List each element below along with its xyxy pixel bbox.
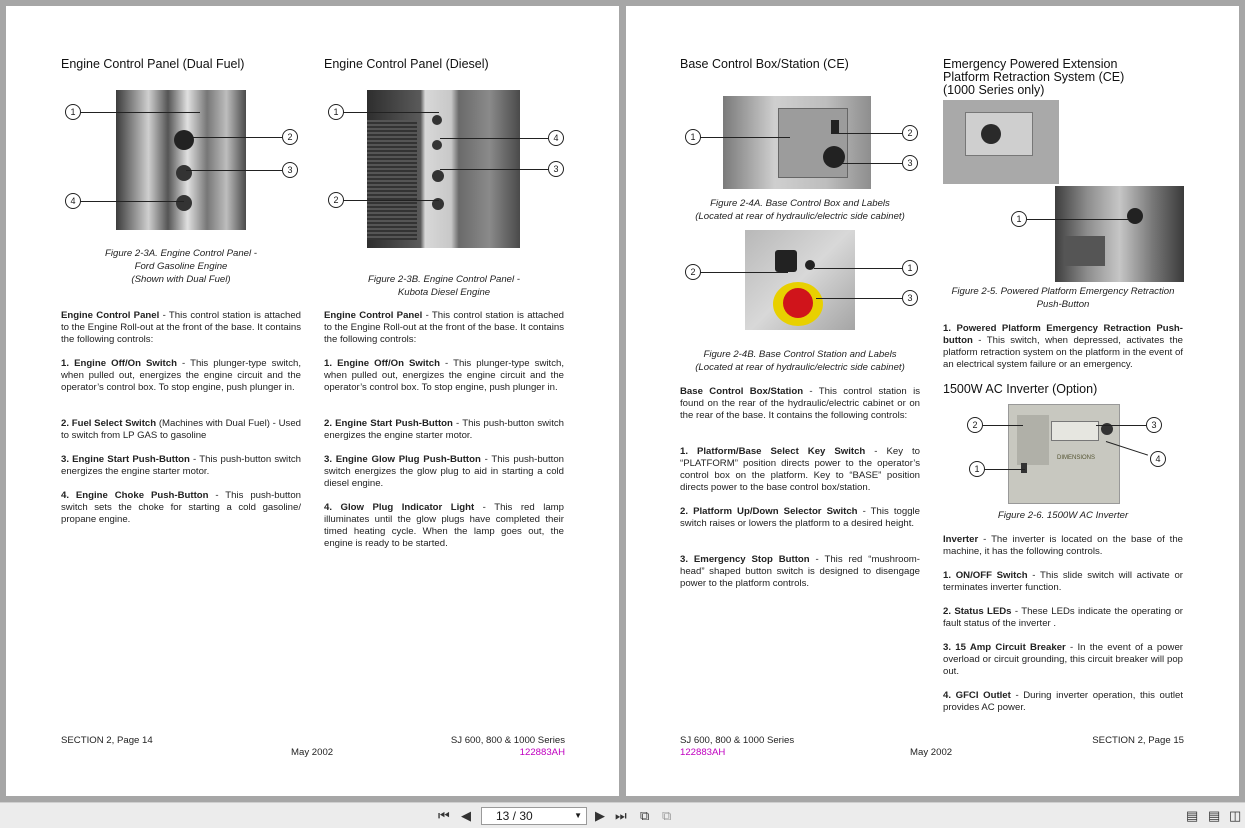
list-item: 1. Engine Off/On Switch - This plunger-type switch, when pulled out, energizes the engine circuit and the operator’s control box. To stop engine, push plunger in. bbox=[324, 358, 564, 393]
viewer-toolbar bbox=[0, 802, 1245, 828]
callout-4: 4 bbox=[65, 193, 81, 209]
copy-page-icon[interactable]: ⧉ bbox=[640, 808, 650, 823]
inverter-photo bbox=[1008, 404, 1120, 504]
callout-3: 3 bbox=[548, 161, 564, 177]
footer-doc-code: 122883AH bbox=[680, 747, 726, 758]
figure-caption-2-6: Figure 2-6. 1500W AC Inverter bbox=[997, 510, 1129, 521]
heading-emergency-retraction: Emergency Powered Extension Platform Retraction System (CE) (1000 Series only) bbox=[943, 57, 1125, 97]
retraction-button-closeup-photo bbox=[943, 100, 1059, 184]
list-item: 4. GFCI Outlet - During inverter operation, this outlet provides AC power. bbox=[943, 690, 1183, 713]
right-page bbox=[626, 6, 1239, 796]
inverter-paragraph: Inverter - The inverter is located on the base of the machine, it has the following controls. bbox=[943, 534, 1183, 557]
callout-2: 2 bbox=[328, 192, 344, 208]
heading-inverter: 1500W AC Inverter (Option) bbox=[943, 382, 1098, 396]
list-item: 3. Engine Glow Plug Push-Button - This push-button switch energizes the glow plug to aid in starting a cold diesel engine. bbox=[324, 454, 564, 489]
callout-3: 3 bbox=[282, 162, 298, 178]
retraction-system-photo bbox=[1055, 186, 1184, 282]
list-item: 2. Status LEDs - These LEDs indicate the operating or fault status of the inverter . bbox=[943, 606, 1183, 629]
callout-3: 3 bbox=[902, 290, 918, 306]
first-page-icon[interactable]: ⏮ bbox=[438, 808, 450, 823]
footer-date: May 2002 bbox=[291, 747, 334, 758]
list-item: 4. Glow Plug Indicator Light - This red lamp illuminates until the glow plugs have completed their timed heating cycle. When the lamp goes out, the engine is ready to be started. bbox=[324, 502, 564, 549]
base-control-box-photo bbox=[723, 96, 871, 189]
list-item: 3. 15 Amp Circuit Breaker - In the event of a power overload or circuit grounding, this circuit breaker will pop out. bbox=[943, 642, 1183, 677]
list-item: 2. Engine Start Push-Button - This push-button switch energizes the engine starter motor. bbox=[324, 418, 564, 441]
last-page-icon[interactable]: ⏭ bbox=[615, 808, 627, 823]
figure-caption-2-3a: Figure 2-3A. Engine Control Panel - Ford Gasoline Engine (Shown with Dual Fuel) bbox=[105, 248, 257, 285]
engine-control-panel-paragraph: Engine Control Panel - This control station is attached to the Engine Roll-out at the front of the base. It contains the following controls: bbox=[324, 310, 564, 345]
heading-engine-control-diesel: Engine Control Panel (Diesel) bbox=[324, 57, 489, 71]
list-item: 1. Platform/Base Select Key Switch - Key to “PLATFORM” position directs power to the operator’s control box on the platform. Key to “BASE” position directs power to the base control box/station. bbox=[680, 446, 920, 493]
figure-caption-2-5: Figure 2-5. Powered Platform Emergency Retraction Push-Button bbox=[951, 286, 1175, 310]
heading-base-control-box: Base Control Box/Station (CE) bbox=[680, 57, 849, 71]
callout-4: 4 bbox=[1150, 451, 1166, 467]
callout-1: 1 bbox=[969, 461, 985, 477]
chevron-down-icon: ▼ bbox=[574, 811, 582, 820]
heading-engine-control-dual-fuel: Engine Control Panel (Dual Fuel) bbox=[61, 57, 245, 71]
callout-1: 1 bbox=[65, 104, 81, 120]
left-page bbox=[6, 6, 619, 796]
list-item: 4. Engine Choke Push-Button - This push-button switch sets the choke for starting a cold gasoline/ propane engine. bbox=[61, 490, 301, 525]
callout-1: 1 bbox=[328, 104, 344, 120]
two-page-view-icon[interactable]: ◫ bbox=[1229, 808, 1242, 823]
base-control-paragraph: Base Control Box/Station - This control station is found on the rear of the hydraulic/electric cabinet or on the rear of the base. It contains the following controls: bbox=[680, 386, 920, 421]
figure-caption-2-4a: Figure 2-4A. Base Control Box and Labels (Located at rear of hydraulic/electric side cabinet) bbox=[695, 198, 905, 222]
previous-page-icon[interactable]: ◀ bbox=[461, 808, 471, 823]
list-item: 1. Powered Platform Emergency Retraction Push-button - This switch, when depressed, activates the platform retraction system on the platform in the event of an electrical system failure or an emergency. bbox=[943, 323, 1183, 370]
engine-control-panel-paragraph: Engine Control Panel - This control station is attached to the Engine Roll-out at the front of the base. It contains the following controls: bbox=[61, 310, 301, 345]
figure-caption-2-4b: Figure 2-4B. Base Control Station and Labels (Located at rear of hydraulic/electric side cabinet) bbox=[695, 349, 905, 373]
list-item: 3. Engine Start Push-Button - This push-button switch energizes the engine starter motor. bbox=[61, 454, 301, 477]
list-item: 1. Engine Off/On Switch - This plunger-type switch, when pulled out, energizes the engine circuit and the operator’s control box. To stop engine, push plunger in. bbox=[61, 358, 301, 393]
single-page-view-icon[interactable]: ▤ bbox=[1186, 808, 1199, 823]
footer-series: SJ 600, 800 & 1000 Series bbox=[680, 735, 795, 746]
figure-caption-2-3b: Figure 2-3B. Engine Control Panel - Kubota Diesel Engine bbox=[368, 274, 520, 298]
base-control-station-photo bbox=[745, 230, 855, 330]
callout-1: 1 bbox=[685, 129, 701, 145]
callout-1: 1 bbox=[902, 260, 918, 276]
page-number-selector[interactable] bbox=[481, 807, 587, 825]
callout-2: 2 bbox=[282, 129, 298, 145]
callout-1: 1 bbox=[1011, 211, 1027, 227]
inverter-brand-label: DIMENSIONS bbox=[1057, 455, 1096, 461]
list-item: 3. Emergency Stop Button - This red “mushroom-head” shaped button switch is designed to disengage power to the platform controls. bbox=[680, 554, 920, 589]
footer-series: SJ 600, 800 & 1000 Series bbox=[450, 735, 565, 746]
footer-section: SECTION 2, Page 14 bbox=[61, 735, 153, 746]
next-page-icon[interactable]: ▶ bbox=[595, 808, 605, 823]
footer-doc-code: 122883AH bbox=[519, 747, 565, 758]
list-item: 1. ON/OFF Switch - This slide switch will activate or terminates inverter function. bbox=[943, 570, 1183, 593]
callout-3: 3 bbox=[1146, 417, 1162, 433]
callout-2: 2 bbox=[967, 417, 983, 433]
page-indicator-text: 13 / 30 bbox=[496, 809, 533, 823]
duplicate-view-icon[interactable]: ⧉ bbox=[662, 808, 672, 823]
callout-2: 2 bbox=[902, 125, 918, 141]
callout-4: 4 bbox=[548, 130, 564, 146]
list-item: 2. Platform Up/Down Selector Switch - This toggle switch raises or lowers the platform to a desired height. bbox=[680, 506, 921, 529]
engine-panel-dual-fuel-photo bbox=[116, 90, 246, 230]
callout-3: 3 bbox=[902, 155, 918, 171]
callout-2: 2 bbox=[685, 264, 701, 280]
footer-date: May 2002 bbox=[910, 747, 953, 758]
footer-section: SECTION 2, Page 15 bbox=[1092, 735, 1184, 746]
list-item: 2. Fuel Select Switch (Machines with Dual Fuel) - Used to switch from LP GAS to gasoline bbox=[61, 418, 301, 441]
continuous-view-icon[interactable]: ▤ bbox=[1208, 808, 1221, 823]
